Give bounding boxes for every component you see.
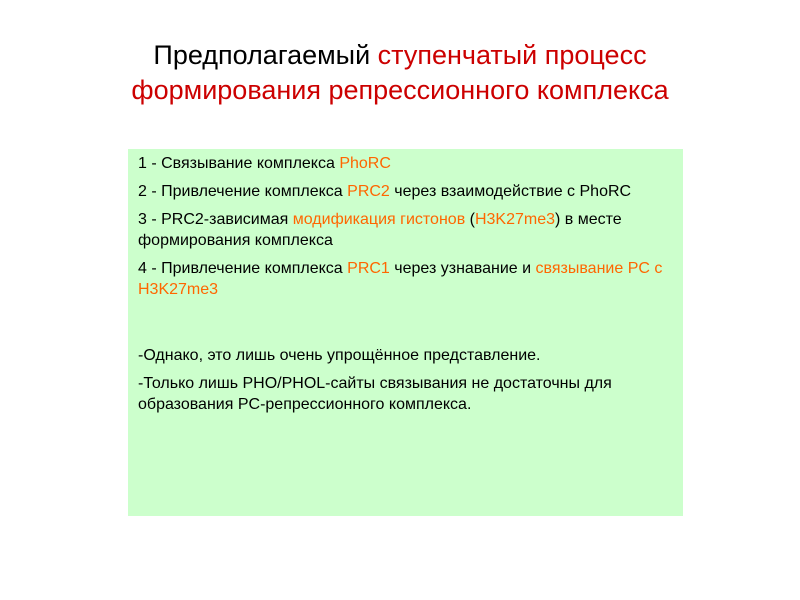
step-1 (138, 153, 673, 174)
step-3 (138, 209, 673, 251)
slide-title (0, 38, 800, 108)
step-2-text-end: через взаимодействие с PhoRC (389, 183, 632, 200)
step-3-text-end: ) в месте формирования комплекса (138, 211, 622, 249)
step-4 (138, 258, 673, 300)
step-2-text: 2 - Привлечение комплекса (138, 183, 348, 200)
title-part-black: Предполагаемый (153, 40, 378, 70)
step-3-highlight: модификация гистонов (292, 211, 466, 228)
title-line-1 (0, 38, 800, 73)
note-2: -Только лишь PHO/PHOL-сайты связывания не достаточны для образования PC-репрессионного комплекса. (138, 375, 612, 413)
step-2-highlight: PRC2 (347, 183, 390, 200)
spacer (138, 307, 673, 345)
step-1-text: 1 - Связывание комплекса (138, 155, 340, 172)
step-3-text: 3 - PRC2-зависимая (138, 211, 293, 228)
title-line-2: формирования репрессионного комплекса (131, 75, 669, 105)
step-3-mark: H3K27me3 (474, 211, 556, 228)
step-4-text: 4 - Привлечение комплекса (138, 260, 348, 277)
step-2 (138, 181, 673, 202)
note-1: -Однако, это лишь очень упрощённое представление. (138, 347, 541, 364)
step-4-text-mid: через узнавание и (389, 260, 536, 277)
content-panel (128, 149, 683, 516)
title-part-red: ступенчатый процесс (377, 40, 647, 70)
step-4-highlight: PRC1 (347, 260, 390, 277)
step-3-paren-open: ( (465, 211, 475, 228)
step-4-highlight-end: связывание PC с H3K27me3 (138, 260, 663, 298)
step-1-highlight: PhoRC (339, 155, 391, 172)
